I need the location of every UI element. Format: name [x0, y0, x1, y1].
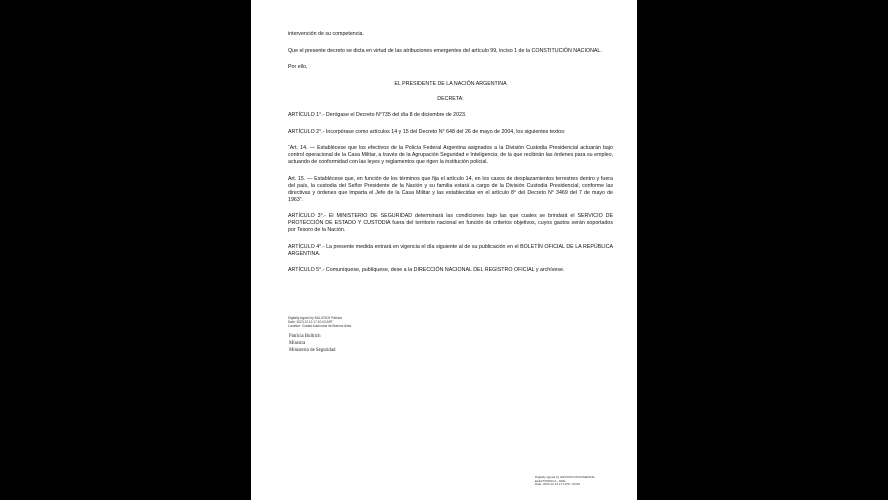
- gde-line-system: ELECTRONICA - GDE: [535, 478, 566, 483]
- signer-name: Patricia Bullrich: [289, 334, 321, 339]
- signature-line-date: Date: 2023.12.13 17:10:03 ART: [288, 319, 333, 324]
- digital-signature-stamp: [288, 317, 408, 328]
- paragraph-por-ello: Por ello,: [288, 64, 308, 70]
- document-page: [251, 0, 637, 500]
- article-5: ARTÍCULO 5°.- Comuníquese, publíquese, dese a la DIRECCIÓN NACIONAL DEL REGISTRO OFICIAL y archívese.: [288, 267, 565, 273]
- signature-line-location: Location: Ciudad Autónoma de Buenos Aires: [288, 323, 352, 328]
- decree-body: [288, 31, 613, 284]
- gde-signature-stamp: [535, 476, 635, 487]
- article-2: ARTÍCULO 2°.- Incorpórase como artículos 14 y 15 del Decreto N° 648 del 26 de mayo de 2004, los siguientes textos:: [288, 128, 566, 135]
- signer-block: [289, 333, 335, 354]
- article-1: ARTÍCULO 1°.- Derógase el Decreto N°735 del día 8 de diciembre de 2023.: [288, 112, 467, 118]
- gde-line-date: Date: 2023.12.13 17:10:57 -03:00: [535, 482, 580, 487]
- article-15-text: Art. 15. — Establécese que, en función de los términos que fija el artículo 14, en los casos de desplazamientos terrestres dentro y fuera del país, la custodia del Señor Presidente de la Nación y su familia estará a cargo de la División Custodia Presidencial, conforme las directivas y órdenes que imparta el Jefe de la Casa Militar y las establecidas en el artículo 8° del Decreto N° 3469 del 7 de mayo de 1963”.: [288, 175, 613, 203]
- paragraph-competencia: intervención de su competencia.: [288, 31, 364, 37]
- president-heading: EL PRESIDENTE DE LA NACIÓN ARGENTINA: [394, 80, 507, 87]
- paragraph-considerando: Que el presente decreto se dicta en virtud de las atribuciones emergentes del artículo 99, inciso 1 de la CONSTITUCIÓN NACIONAL.: [288, 47, 602, 54]
- signature-line-signed-by: Digitally signed by BULLRICH Patricia: [288, 316, 342, 320]
- decreta-heading: DECRETA:: [437, 95, 464, 102]
- signer-role: Ministra: [289, 341, 306, 346]
- gde-line-signed-by: Digitally signed by GESTION DOCUMENTAL: [535, 475, 596, 479]
- article-3: ARTÍCULO 3°.- El MINISTERIO DE SEGURIDAD determinará las condiciones bajo las que cuales se brindará el SERVICIO DE PROTECCIÓN DE ESTADO Y CUSTODIA fuera del territorio nacional en función de criterios objetivos, cuyos gastos serán soportados por Tesoro de la Nación.: [288, 213, 613, 233]
- article-4: ARTÍCULO 4°.- La presente medida entrará en vigencia el día siguiente al de su publicación en el BOLETÍN OFICIAL DE LA REPÚBLICA ARGENTINA.: [288, 243, 613, 257]
- signer-ministry: Ministerio de Seguridad: [289, 348, 336, 353]
- article-14-text: “Art. 14. — Establécese que los efectivos de la Policía Federal Argentina asignados a la División Custodia Presidencial actuarán bajo control operacional de la Casa Militar, a través de la Agrupación Seguridad e Inteligencia; de la que recibirán las órdenes para su empleo, actuando de conformidad con las leyes y reglamentos que rigen la institución policial.: [288, 145, 613, 165]
